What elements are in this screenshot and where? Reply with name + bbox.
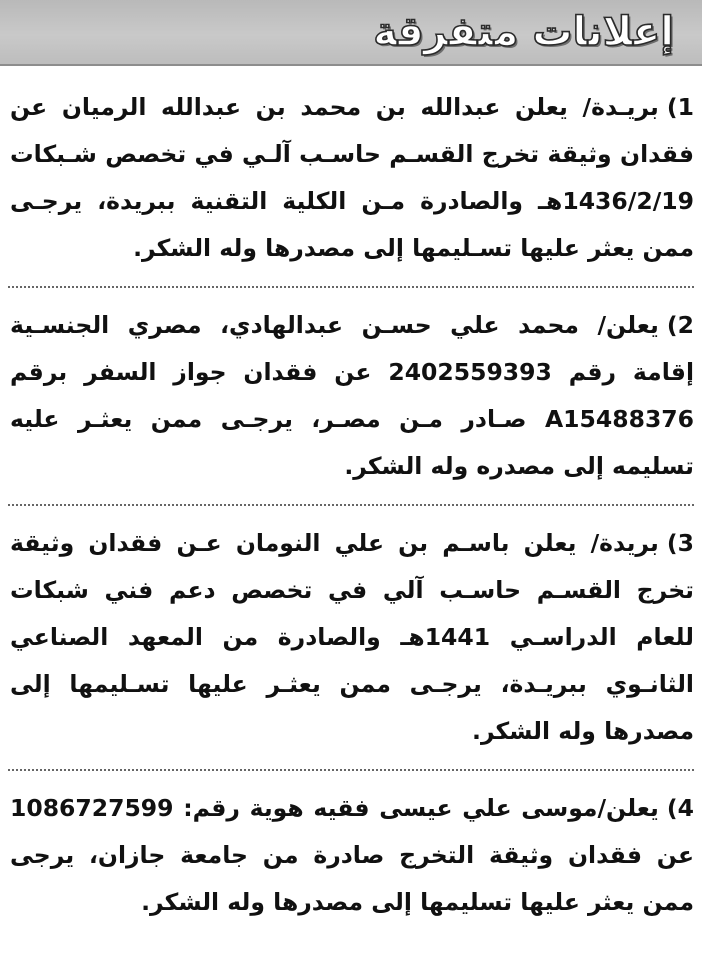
ad-body	[10, 520, 694, 755]
ad-body	[10, 302, 694, 490]
ad-divider	[8, 286, 694, 288]
ads-list	[0, 84, 702, 926]
ad-number: 4)	[666, 794, 694, 822]
ad-divider	[8, 504, 694, 506]
ad-body	[10, 84, 694, 272]
section-title: إعلانات متفرقة	[373, 9, 674, 55]
ad-item	[0, 520, 702, 755]
ad-item	[0, 785, 702, 926]
ad-number: 1)	[666, 93, 694, 121]
ad-item	[0, 84, 702, 272]
section-header	[0, 0, 702, 66]
ad-text: بريدة/ يعلن باسـم بن علي النومان عـن فقدان وثيقة تخرج القسـم حاسـب آلي في تخصص دعم فني شبكات للعام الدراسـي 1441هـ والصادرة من المعهد الصناعي الثانـوي ببريـدة، يرجـى ممن يعثـر عليها تسـليمها إلى مصدرها وله الشكر.	[10, 529, 695, 745]
ad-text: يعلن/ محمد علي حسـن عبدالهادي، مصري الجنسـية إقامة رقم 2402559393 عن فقدان جواز السفر برقم A15488376 صـادر مـن مصـر، يرجـى ممن يعثـر عليه تسليمه إلى مصدره وله الشكر.	[10, 311, 694, 480]
ad-body	[10, 785, 694, 926]
ad-item	[0, 302, 702, 490]
ad-text: بريـدة/ يعلن عبدالله بن محمد بن عبدالله الرميان عن فقدان وثيقة تخرج القسـم حاسـب آلـي في تخصص شـبكات 1436/2/19هـ والصادرة مـن الكلية التقنية ببريدة، يرجـى ممن يعثر عليها تسـليمها إلى مصدرها وله الشكر.	[10, 93, 694, 262]
ad-number: 3)	[666, 529, 694, 557]
ad-number: 2)	[666, 311, 694, 339]
ad-divider	[8, 769, 694, 771]
ad-text: يعلن/موسى علي عيسى فقيه هوية رقم: 1086727599 عن فقدان وثيقة التخرج صادرة من جامعة جازان، يرجى ممن يعثر عليها تسليمها إلى مصدرها وله الشكر.	[10, 794, 694, 916]
